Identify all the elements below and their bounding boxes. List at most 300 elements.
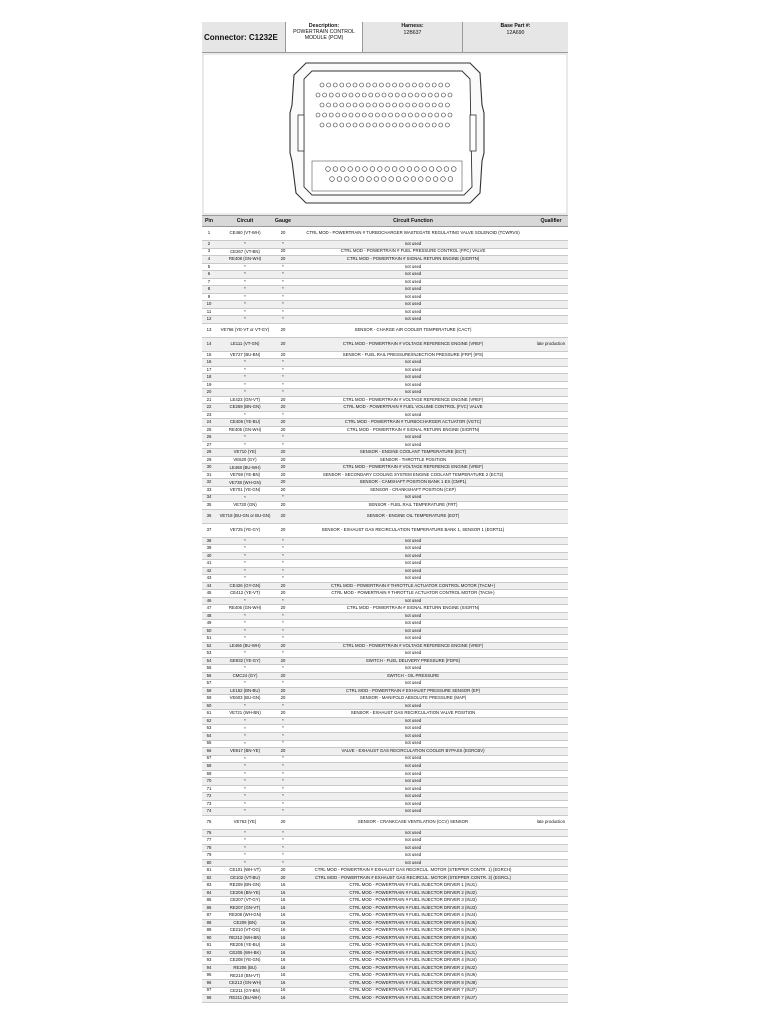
wire-gauge: 20 [280,230,286,236]
pin-number: 40 [206,552,212,558]
pin-number: 27 [206,441,212,447]
pin-cavity-31 [382,93,386,97]
table-row [202,271,568,279]
table-row [202,927,568,935]
wire-gauge: 20 [280,695,286,701]
circuit-function: not used [404,278,422,284]
circuit-id: VE701 (YE-GN) [229,487,261,493]
pin-cavity-14 [406,83,410,87]
pin-cavity-45 [340,103,344,107]
circuit-function: CTRL MOD - POWERTRAIN # TURBOCHARGER WASTEGATE REGULATING VALVE SOLENOID (TCWRVS) [306,230,520,236]
circuit-id: VE766 (YE-VT or VT-GY) [220,326,270,332]
pin-cavity-38 [428,93,432,97]
circuit-id: * [244,852,246,858]
pin-cavity-2 [327,83,331,87]
pin-cavity-1 [320,83,324,87]
pin-cavity-73 [389,113,393,117]
pin-cavity-88 [353,123,357,127]
wire-gauge: * [282,612,284,618]
circuit-function: CTRL MOD - POWERTRAIN # SIGNAL RETURN ENGINE (SIGRTN) [346,605,480,611]
table-row [202,972,568,980]
pin-cavity-77 [415,113,419,117]
circuit-id: * [244,837,246,843]
circuit-function: not used [404,844,422,850]
circuit-id: * [244,552,246,558]
pin-cavity-65 [336,113,340,117]
circuit-id: CE102 (VT-BU) [230,874,260,880]
circuit-function: not used [404,725,422,731]
circuit-function: not used [404,537,422,543]
wire-gauge: * [282,680,284,686]
circuit-id: VE763 (YE) [233,818,257,824]
wire-gauge: 20 [280,605,286,611]
wire-gauge: * [282,537,284,543]
table-row [202,560,568,568]
table-row [202,703,568,711]
pin-number: 44 [206,582,212,588]
circuit-id: LE468 (BU-WH) [229,464,261,470]
table-row [202,367,568,375]
table-row [202,920,568,928]
pin-number: 80 [206,859,212,865]
pin-number: 20 [206,389,212,395]
pin-cavity-35 [408,93,412,97]
circuit-id: * [244,733,246,739]
pin-cavity-103 [326,167,331,172]
pin-number: 54 [206,657,212,663]
circuit-function: CTRL MOD - POWERTRAIN # FUEL INJECTOR DRIVER 4 (INJ4) [349,912,477,918]
pin-number: 9 [207,293,211,299]
pin-cavity-123 [345,177,350,182]
circuit-id: * [244,793,246,799]
pin-number: 65 [206,740,212,746]
table-row [202,635,568,643]
pin-cavity-133 [419,177,424,182]
table-row [202,495,568,503]
wire-gauge: 20 [280,582,286,588]
wire-gauge: * [282,808,284,814]
circuit-function: VALVE - EXHAUST GAS RECIRCULATION COOLER BYPASS (EGRCBV) [341,748,485,753]
table-header [202,215,568,227]
circuit-function: not used [404,545,422,551]
circuit-id: CE412 (YE-VT) [230,590,260,596]
pin-number: 35 [206,502,212,507]
circuit-function: not used [404,778,422,784]
circuit-function: CTRL MOD - POWERTRAIN # EXHAUST GAS RECIRCUL. MOTOR (STEPPER CONTR. 1) (EGRCH) [314,867,512,873]
circuit-function: not used [404,635,422,641]
table-row [202,510,568,524]
circuit-id: CE210 (VT-OG) [229,927,261,933]
wire-gauge: * [282,374,284,380]
circuit-id: * [244,597,246,603]
circuit-id: * [244,740,246,746]
wire-gauge: * [282,389,284,395]
pin-number: 43 [206,575,212,581]
pin-cavity-15 [412,83,416,87]
pin-cavity-42 [320,103,324,107]
pin-cavity-81 [441,113,445,117]
wire-gauge: * [282,286,284,292]
pin-cavity-99 [426,123,430,127]
wire-gauge: 20 [280,672,286,678]
circuit-function: not used [404,837,422,843]
circuit-id: RE210 (BN-VT) [229,972,261,978]
table-row [202,419,568,427]
circuit-id: * [244,567,246,573]
pin-cavity-75 [402,113,406,117]
table-row [202,524,568,538]
circuit-function: not used [404,793,422,799]
table-row [202,756,568,764]
circuit-function: not used [404,808,422,814]
circuit-function: CTRL MOD - POWERTRAIN # THROTTLE ACTUATOR CONTROL MOTOR (TACM+) [330,582,496,588]
circuit-function: not used [404,755,422,761]
wire-gauge: * [282,725,284,731]
table-row [202,912,568,920]
pin-cavity-125 [359,177,364,182]
qualifier: late production [536,341,566,346]
table-row [202,748,568,756]
base-part-label: Base Part #: [500,23,531,29]
connector-label: Connector: C1232E [204,32,278,42]
circuit-function: CTRL MOD - POWERTRAIN # FUEL INJECTOR DRIVER 5 (INJ5) [349,919,477,925]
pin-number: 37 [206,526,212,532]
circuit-id: * [244,575,246,581]
wire-gauge: * [282,271,284,277]
pin-cavity-115 [415,167,420,172]
pin-number: 17 [206,366,212,372]
pin-number: 36 [206,512,212,518]
wire-gauge: 16 [280,942,286,948]
table-row [202,688,568,696]
circuit-id: * [244,494,246,500]
pin-number: 32 [206,479,212,485]
pin-number: 59 [206,695,212,701]
table-row [202,598,568,606]
pin-number: 24 [206,419,212,425]
pin-number: 12 [206,316,212,322]
pin-cavity-32 [389,93,393,97]
pin-number: 62 [206,717,212,723]
pin-number: 97 [206,987,212,993]
wire-gauge: * [282,627,284,633]
circuit-function: CTRL MOD - POWERTRAIN # FUEL INJECTOR DRIVER 1 (INJ1) [349,942,477,948]
circuit-id: * [244,308,246,314]
circuit-id: * [244,785,246,791]
circuit-id: LE466 (BU-WH) [229,642,261,648]
circuit-function: not used [404,308,422,314]
table-row [202,628,568,636]
description-cell [286,22,363,52]
pin-number: 38 [206,537,212,543]
table-row [202,741,568,749]
wire-gauge: 16 [280,927,286,933]
pin-cavity-130 [396,177,401,182]
circuit-id: CE213 (GN-WH) [228,980,262,986]
pin-number: 5 [207,263,211,269]
circuit-function: not used [404,852,422,858]
circuit-function: not used [404,494,422,500]
table-row [202,449,568,457]
pin-cavity-49 [366,103,370,107]
wire-gauge: 20 [280,464,286,470]
pin-number: 58 [206,687,212,693]
pin-number: 4 [207,256,211,261]
circuit-function: SENSOR - EXHAUST GAS RECIRCULATION VALVE POSITION [350,710,476,716]
table-row [202,352,568,360]
wire-gauge: * [282,620,284,626]
circuit-id: * [244,778,246,784]
table-row [202,673,568,681]
pin-table [202,227,568,1002]
table-row [202,412,568,420]
wire-gauge: 20 [280,456,286,462]
wire-gauge: 20 [280,512,286,518]
pin-cavity-36 [415,93,419,97]
circuit-function: not used [404,650,422,656]
table-row [202,995,568,1003]
circuit-function: CTRL MOD - POWERTRAIN # FUEL INJECTOR DRIVER 7 (INJ7) [349,987,477,993]
circuit-id: RE205 (YE-BU) [229,942,261,948]
pin-cavity-55 [406,103,410,107]
circuit-function: CTRL MOD - POWERTRAIN # TURBOCHARGER ACTUATOR (VGTC) [344,419,482,425]
circuit-function: not used [404,732,422,738]
pin-cavity-21 [316,93,320,97]
table-row [202,613,568,621]
harness-cell [363,22,463,52]
circuit-function: CTRL MOD - POWERTRAIN # FUEL INJECTOR DRIVER 8 (INJ8) [349,979,477,985]
pin-cavity-40 [441,93,445,97]
pin-cavity-62 [316,113,320,117]
pin-cavity-48 [360,103,364,107]
wire-gauge: * [282,770,284,776]
wire-gauge: * [282,441,284,447]
circuit-function: not used [404,612,422,618]
pin-cavity-11 [386,83,390,87]
table-row [202,538,568,546]
circuit-function: not used [404,567,422,573]
circuit-id: VE727 (BU-BN) [229,351,261,357]
table-row [202,324,568,338]
table-row [202,427,568,435]
circuit-id: CE460 (VT-WH) [229,230,261,236]
circuit-id: * [244,271,246,277]
pin-cavity-12 [393,83,397,87]
pin-cavity-105 [341,167,346,172]
wire-gauge: 20 [280,426,286,432]
circuit-function: not used [404,560,422,566]
wire-gauge: * [282,800,284,806]
pin-number: 89 [206,927,212,933]
wire-gauge: 20 [280,710,286,716]
circuit-id: VE720 (GN) [233,502,257,508]
pin-number: 98 [206,995,212,1000]
table-row [202,553,568,561]
circuit-id: * [244,702,246,708]
table-row [202,957,568,965]
pin-cavity-5 [346,83,350,87]
pin-cavity-132 [411,177,416,182]
circuit-function: not used [404,575,422,581]
circuit-id: * [244,301,246,307]
circuit-id: * [244,366,246,372]
pin-number: 67 [206,755,212,761]
wire-gauge: * [282,316,284,322]
wire-gauge: * [282,241,284,246]
wire-gauge: 16 [280,882,286,888]
wire-gauge: 20 [280,248,286,254]
table-row [202,643,568,651]
table-row [202,256,568,264]
table-row [202,680,568,688]
table-row [202,472,568,480]
wire-gauge: * [282,494,284,500]
table-row [202,771,568,779]
column-header-pin: Pin [204,218,214,224]
circuit-id: * [244,389,246,395]
column-header-qualifier: Qualifier [540,218,562,224]
pin-cavity-112 [392,167,397,172]
pin-cavity-58 [426,103,430,107]
table-row [202,980,568,988]
table-row [202,301,568,309]
pin-number: 33 [206,487,212,492]
circuit-id: RE406 (GN-WH) [228,605,262,611]
pin-cavity-111 [385,167,390,172]
pin-number: 57 [206,680,212,686]
wire-gauge: 20 [280,526,286,532]
circuit-function: SENSOR - ENGINE OIL TEMPERATURE (EOT) [366,512,460,518]
pin-cavity-33 [395,93,399,97]
pin-cavity-137 [448,177,453,182]
pin-cavity-67 [349,113,353,117]
wire-gauge: 20 [280,351,286,357]
circuit-id: CE211 (GY-BN) [229,987,261,993]
pin-number: 23 [206,411,212,417]
pin-cavity-46 [346,103,350,107]
table-row [202,695,568,703]
table-row [202,583,568,591]
circuit-id: * [244,286,246,292]
circuit-id: * [244,537,246,543]
circuit-function: not used [404,859,422,865]
circuit-id: CE206 (BN-YE) [229,889,261,895]
circuit-id: * [244,545,246,551]
wire-gauge: 20 [280,471,286,477]
circuit-id: CE101 (WH-VT) [229,867,261,873]
pin-cavity-85 [333,123,337,127]
pin-number: 68 [206,763,212,768]
pin-cavity-92 [379,123,383,127]
circuit-id: * [244,374,246,380]
table-row [202,786,568,794]
pin-number: 47 [206,605,212,611]
pin-cavity-76 [408,113,412,117]
circuit-function: CTRL MOD - POWERTRAIN # FUEL PRESSURE CONTROL (FPC) VALVE [340,248,486,254]
pin-cavity-79 [428,113,432,117]
pin-cavity-104 [333,167,338,172]
circuit-function: not used [404,627,422,633]
circuit-function: CTRL MOD - POWERTRAIN # VOLTAGE REFERENCE ENGINE (VREF) [342,642,484,648]
circuit-id: * [244,844,246,850]
wire-gauge: * [282,567,284,573]
circuit-function: CTRL MOD - POWERTRAIN # FUEL INJECTOR DRIVER 3 (INJ3) [349,904,477,910]
circuit-function: SENSOR - MANIFOLD ABSOLUTE PRESSURE (MAP) [359,695,467,701]
pin-cavity-82 [448,113,452,117]
wire-gauge: 20 [280,487,286,492]
table-row [202,801,568,809]
connector-header [202,22,568,53]
wire-gauge: * [282,359,284,365]
pin-cavity-16 [419,83,423,87]
pin-number: 88 [206,919,212,925]
circuit-id: RE208 (WH-GN) [228,912,262,918]
harness-label: Harness: [401,23,424,29]
circuit-function: SENSOR - FUEL RAIL TEMPERATURE (FRT) [368,502,458,507]
pin-cavity-126 [367,177,372,182]
table-row [202,286,568,294]
pin-number: 95 [206,972,212,978]
pin-cavity-47 [353,103,357,107]
circuit-id: CE207 (VT-GY) [229,897,261,903]
circuit-function: not used [404,374,422,380]
circuit-id: * [244,770,246,776]
table-row [202,279,568,287]
circuit-id: CE426 (GY-GN) [229,582,261,588]
pin-number: 66 [206,748,212,753]
table-row [202,382,568,390]
pin-cavity-51 [379,103,383,107]
pin-cavity-136 [441,177,446,182]
pin-cavity-87 [346,123,350,127]
table-row [202,502,568,510]
table-row [202,545,568,553]
pin-cavity-8 [366,83,370,87]
wire-gauge: * [282,411,284,417]
circuit-function: CTRL MOD - POWERTRAIN # EXHAUST PRESSURE SENSOR (EP) [345,687,481,693]
pin-number: 79 [206,852,212,858]
wire-gauge: 20 [280,256,286,261]
pin-number: 8 [207,286,211,292]
circuit-function: not used [404,829,422,835]
pin-cavity-29 [369,93,373,97]
table-row [202,397,568,405]
pin-number: 83 [206,882,212,888]
pin-cavity-70 [369,113,373,117]
circuit-function: CTRL MOD - POWERTRAIN # VOLTAGE REFERENCE ENGINE (VREF) [342,396,484,402]
pin-cavity-44 [333,103,337,107]
wire-gauge: * [282,597,284,603]
circuit-id: * [244,718,246,723]
pin-number: 28 [206,449,212,455]
table-row [202,852,568,860]
wire-gauge: 16 [280,889,286,895]
table-row [202,845,568,853]
pin-cavity-6 [353,83,357,87]
circuit-function: not used [404,702,422,708]
pin-number: 86 [206,904,212,910]
circuit-function: CTRL MOD - POWERTRAIN # VOLTAGE REFERENCE ENGINE (VREF) [342,340,484,346]
base-part-cell [463,22,568,52]
pin-number: 76 [206,829,212,835]
table-row [202,725,568,733]
circuit-id: CE208 (YE-GN) [229,957,261,963]
pin-cavity-28 [362,93,366,97]
pin-cavity-68 [356,113,360,117]
pin-cavity-86 [340,123,344,127]
pin-number: 82 [206,874,212,880]
circuit-id: CE269 (BN-GN) [229,404,261,410]
